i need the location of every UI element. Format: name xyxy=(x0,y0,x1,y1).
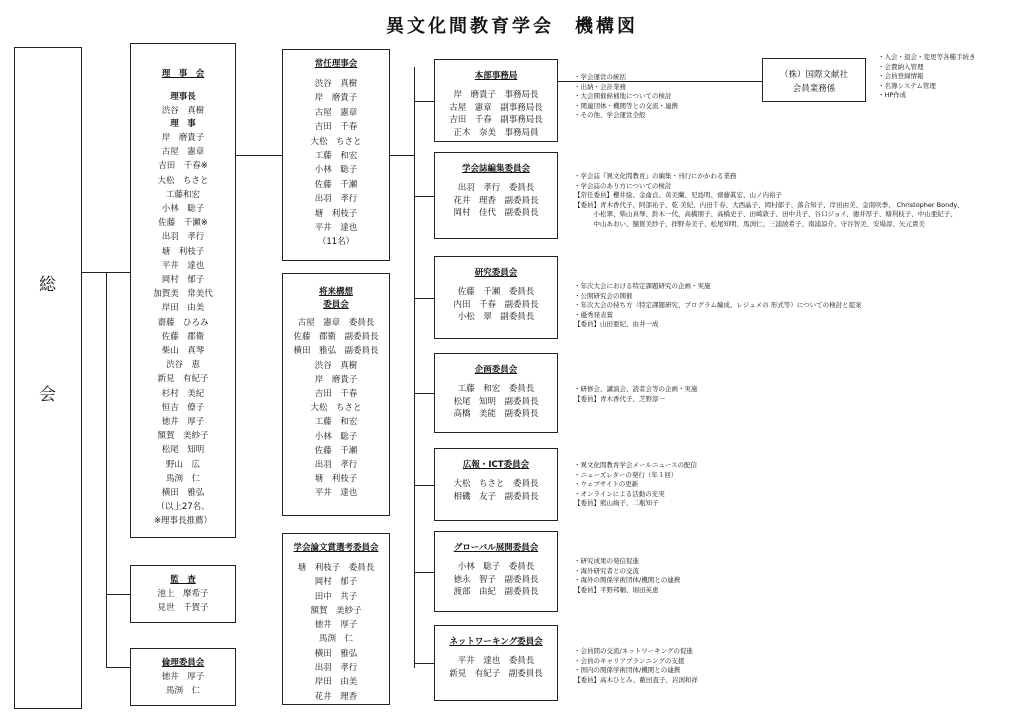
desc-line: ・学会誌『異文化間教育』の編集・刊行にかかわる業務 xyxy=(574,172,737,180)
connector xyxy=(414,393,434,394)
desc-line: ・年次大会の持ち方（特定課題研究、プログラム編成、レジュメの 形式等）についての検討と提案 xyxy=(574,301,862,310)
committee-box xyxy=(434,531,558,612)
committee-member: 岸 磨貴子 事務局長 xyxy=(453,90,539,100)
member-name: 吉田 千春 xyxy=(314,389,358,400)
committee-desc xyxy=(574,461,697,509)
member-name: 新見 有紀子 xyxy=(157,374,209,385)
desc-line: 【常任委員】櫻井絵、金侖貞、黄美蘭、児島明、齋藤眞宏、山ノ内裕子 xyxy=(574,191,782,200)
connector xyxy=(106,667,130,668)
member-name: 池上 摩希子 xyxy=(157,589,209,599)
committee-member: 古屋 憲章 副事務局長 xyxy=(449,102,543,113)
riji-label: 理 事 xyxy=(170,119,196,129)
committee-desc xyxy=(574,172,964,230)
committee-member: 吉田 千春 副事務局長 xyxy=(449,115,543,126)
member-name: 横田 雅弘 xyxy=(161,488,205,499)
ronbunsho-list xyxy=(283,561,389,704)
member-name: 馬渕 仁 xyxy=(318,634,353,645)
desc-line: ・入会・退会・変更等各種手続き xyxy=(878,53,976,61)
desc-line: ・海外研究者との交流 xyxy=(574,566,639,575)
connector xyxy=(106,272,107,668)
desc-line: ・その他、学会運営全般 xyxy=(574,111,646,120)
member-name: 古屋 憲章 委員長 xyxy=(297,318,375,328)
ronbunsho-header: 学会論文賞選考委員会 xyxy=(293,543,379,553)
kansa-header: 監 査 xyxy=(170,575,196,585)
desc-line: ・会費納入管理 xyxy=(878,62,924,71)
committee-box xyxy=(434,59,558,142)
connector xyxy=(106,272,130,273)
connector xyxy=(390,155,414,156)
member-name: 野山 広 xyxy=(165,459,200,470)
committee-member: 大松 ちさと 委員長 xyxy=(453,479,539,489)
member-name: 岡村 郁子 xyxy=(314,577,358,588)
committee-desc xyxy=(574,557,680,595)
committee-member: 花井 理香 副委員長 xyxy=(453,195,539,206)
desc-line: ・会員登録情報 xyxy=(878,72,924,81)
desc-line: 小松翠、柴山真琴、鈴木一代、高橋朋子、高橋史子、田崎敦子、田中共子、谷口ジョイ、徳井厚子、塘利枝子、中山亜紀子、 xyxy=(574,210,957,219)
member-name: 岸 磨貴子 xyxy=(161,133,205,143)
committee-member: 工藤 和宏 委員長 xyxy=(457,384,535,394)
member-name: 横田 雅弘 xyxy=(314,648,358,659)
committee-box xyxy=(434,256,558,339)
committee-member: 新見 有紀子 副委員長 xyxy=(449,668,543,679)
committee-header: 企画委員会 xyxy=(474,365,518,375)
committee-header: 本部事務局 xyxy=(474,71,518,81)
member-name: 岸田 由美 xyxy=(314,677,358,688)
desc-line: ・関連団体・機関等との交流・連携 xyxy=(574,101,678,110)
ronbunsho-box xyxy=(282,533,390,705)
member-name: 平井 達也 xyxy=(314,488,358,499)
member-name: 平井 達也 xyxy=(314,223,358,234)
rijikai-note-1: （以上27名、 xyxy=(156,502,210,513)
member-name: 出羽 孝行 xyxy=(161,232,205,243)
desc-line: 【委員】青木香代子、阿部祐子、乾 美紀、内田千春、大西晶子、岡村郁子、落合知子、岸田由美、金南咲季、 Christopher Bondy、 xyxy=(574,200,964,209)
connector xyxy=(414,101,434,102)
desc-line: ・オンラインによる活動の充実 xyxy=(574,489,665,498)
desc-line: ・公開研究会の開催 xyxy=(574,291,633,300)
committee-member: 出羽 孝行 委員長 xyxy=(457,183,535,193)
member-name: 塘 利枝子 xyxy=(314,474,358,485)
shorai-box xyxy=(282,273,390,516)
desc-line: ・ニューズレターの発行（年１回） xyxy=(574,470,678,479)
committee-desc xyxy=(574,282,862,330)
rijikai-note-2: ※理事長推薦） xyxy=(153,516,213,527)
committee-member: 正木 奈美 事務局員 xyxy=(453,127,539,138)
riji-list xyxy=(131,131,235,500)
desc-line: ・出納・会計業務 xyxy=(574,82,626,91)
member-name: 渋谷 恵 xyxy=(165,360,200,371)
rinri-list xyxy=(131,670,235,698)
member-name: 齋藤 ひろみ xyxy=(157,317,209,328)
committee-header: 広報・ICT委員会 xyxy=(462,460,530,470)
rijikai-header: 理 事 会 xyxy=(161,69,205,79)
joninn-box xyxy=(282,49,390,261)
desc-line: ・HP作成 xyxy=(878,91,907,100)
kansa-box xyxy=(130,565,236,623)
committee-box xyxy=(434,448,558,521)
desc-line: ・名簿システム管理 xyxy=(878,81,936,90)
connector xyxy=(414,196,434,197)
member-name: 工藤 和宏 xyxy=(314,151,358,162)
member-name: 大松 ちさと xyxy=(157,175,209,186)
committee-box xyxy=(434,353,558,433)
member-name: 小林 聡子 xyxy=(161,204,205,215)
rijikai-box xyxy=(130,43,236,538)
member-name: 工藤和宏 xyxy=(165,189,200,200)
desc-line: 【委員】熊山絢子、二瓶知子 xyxy=(574,499,659,508)
member-name: 大松 ちさと xyxy=(310,403,362,414)
member-name: 古屋 憲章 xyxy=(314,107,358,118)
connector xyxy=(414,572,434,573)
desc-line: ・研究成果の発信促進 xyxy=(574,557,639,565)
shorai-header-1: 将来構想 xyxy=(318,287,353,297)
member-name: 佐藤 千瀬 xyxy=(314,445,358,456)
member-name: 塘 利枝子 xyxy=(161,246,205,257)
member-name: 徳井 厚子 xyxy=(161,417,205,428)
desc-line: ・異文化間教育学会メールニュースの配信 xyxy=(574,461,698,469)
committee-member: 小松 翠 副委員長 xyxy=(457,312,535,323)
member-name: 岸 磨貴子 xyxy=(314,374,358,385)
joninn-list xyxy=(283,77,389,250)
kokusai-box xyxy=(762,58,866,102)
committee-member: 徳永 智子 副委員長 xyxy=(453,574,539,585)
desc-line: ・海外の関係学術団体/機関との連携 xyxy=(574,576,681,585)
member-name: 小林 聡子 xyxy=(314,431,358,442)
member-name: 杉村 美紀 xyxy=(161,388,205,399)
desc-line: ・学会運営の統括 xyxy=(574,73,626,81)
desc-line: ・会員間の交流/ネットワーキングの促進 xyxy=(574,647,693,655)
member-name: 佐藤 千瀬※ xyxy=(158,218,208,229)
member-name: 平井 達也 xyxy=(161,260,205,271)
member-name: 花井 理香 xyxy=(314,691,358,702)
committee-member: 松尾 知明 副委員長 xyxy=(453,396,539,407)
member-name: 出羽 孝行 xyxy=(314,460,358,471)
rijicho-label: 理事長 xyxy=(170,92,196,102)
member-name: 岸田 由美 xyxy=(161,303,205,314)
member-name: 吉田 千春※ xyxy=(158,161,208,172)
desc-line: ・会員のキャリアプランニングの支援 xyxy=(574,656,685,665)
committee-member: 小林 聡子 委員長 xyxy=(457,562,535,572)
connector xyxy=(414,663,434,664)
member-name: 塘 利枝子 委員長 xyxy=(297,563,375,573)
connector xyxy=(106,594,130,595)
member-name: 岡村 郁子 xyxy=(161,275,205,286)
member-name: 出羽 孝行 xyxy=(314,194,358,205)
member-name: 額賀 美紗子 xyxy=(157,431,209,442)
desc-line: ・年次大会における特定課題研究の企画・実施 xyxy=(574,282,711,290)
desc-line: 【委員】平野邦輔、堀田英恵 xyxy=(574,585,659,594)
kokusai-line-1: （株）国際文献社 xyxy=(779,70,848,80)
committee-box xyxy=(434,625,558,701)
member-name: 見世 千賀子 xyxy=(157,603,209,613)
desc-line: ・大会開催候補地についての検討 xyxy=(574,92,672,101)
committee-member: 平井 達也 委員長 xyxy=(457,656,535,666)
member-name: 柴山 真琴 xyxy=(161,346,205,357)
kansa-list xyxy=(131,587,235,615)
member-name: 恒吉 僚子 xyxy=(161,402,205,413)
committee-header: グローバル展開委員会 xyxy=(453,543,539,553)
committee-desc xyxy=(574,73,678,121)
committee-header: ネットワーキング委員会 xyxy=(449,637,543,647)
member-name: 塘 利枝子 xyxy=(314,208,358,219)
committee-member: 相磯 友子 副委員長 xyxy=(453,491,539,502)
member-name: 松尾 知明 xyxy=(161,445,205,456)
desc-line: 【委員】山田亜紀、由井一成 xyxy=(574,320,659,329)
member-name: 徳井 厚子 xyxy=(314,620,358,631)
shorai-header-2: 委員会 xyxy=(323,300,349,310)
committee-member: 高橋 美能 副委員長 xyxy=(453,409,539,420)
member-name: 馬渕 仁 xyxy=(165,473,200,484)
committee-desc xyxy=(574,385,698,404)
connector xyxy=(82,272,106,273)
desc-line: 【委員】高木ひとみ、藪田直子、岩渕和祥 xyxy=(574,675,698,684)
kokusai-desc xyxy=(878,53,976,101)
committee-header: 研究委員会 xyxy=(474,268,518,278)
committee-member: 岡村 佳代 副委員長 xyxy=(453,208,539,219)
desc-line: ・ウェブサイトの更新 xyxy=(574,480,639,489)
kokusai-line-2: 会員業務係 xyxy=(792,84,836,94)
member-name: 工藤 和宏 xyxy=(314,417,358,428)
member-name: 吉田 千春 xyxy=(314,122,358,133)
rinri-box xyxy=(130,648,236,706)
member-name: 小林 聡子 xyxy=(314,165,358,176)
desc-line: ・優秀発表賞 xyxy=(574,310,613,319)
member-name: 大松 ちさと xyxy=(310,136,362,147)
member-name: 徳井 厚子 xyxy=(161,672,205,682)
committee-member: 内田 千春 副委員長 xyxy=(453,299,539,310)
member-name: （11名） xyxy=(317,237,355,248)
member-name: 佐藤 郡衛 xyxy=(161,331,205,342)
committee-desc xyxy=(574,647,698,685)
connector xyxy=(236,155,282,156)
shorai-list xyxy=(283,316,389,501)
connector xyxy=(414,67,415,668)
connector xyxy=(414,298,434,299)
committee-member: 渡部 由紀 副委員長 xyxy=(453,587,539,598)
member-name: 田中 共子 xyxy=(314,591,358,602)
desc-line: 【委員】青木香代子、芝野淳一 xyxy=(574,394,665,403)
member-name: 佐藤 千瀬 xyxy=(314,179,358,190)
member-name: 馬渕 仁 xyxy=(165,686,200,696)
member-name: 渋谷 真樹 xyxy=(314,79,358,89)
member-name: 渋谷 真樹 xyxy=(314,360,358,371)
desc-line: ・研修会、講演会、読者会等の企画・実施 xyxy=(574,385,698,393)
member-name: 岸 磨貴子 xyxy=(314,93,358,104)
member-name: 出羽 孝行 xyxy=(314,663,358,674)
sokai-box xyxy=(14,47,82,709)
sokai-char-2: 会 xyxy=(39,385,56,405)
rinri-header: 倫理委員会 xyxy=(161,658,205,668)
committee-box xyxy=(434,152,558,239)
committee-header: 学会誌編集委員会 xyxy=(461,164,530,174)
joninn-header: 常任理事会 xyxy=(314,59,358,69)
member-name: 加賀美 常美代 xyxy=(153,289,213,300)
member-name: 横田 雅弘 副委員長 xyxy=(293,346,379,357)
connector xyxy=(414,485,434,486)
committee-member: 佐藤 千瀬 委員長 xyxy=(457,287,535,297)
sokai-char-1: 総 xyxy=(39,275,56,295)
rijicho-name: 渋谷 真樹 xyxy=(161,106,205,116)
desc-line: ・国内の関係学術団体/機関との連携 xyxy=(574,666,681,675)
member-name: 佐藤 郡衛 副委員長 xyxy=(293,332,379,343)
page-title: 異文化間教育学会 機構図 xyxy=(386,16,638,37)
desc-line: 中山あおい、額賀美紗子、拝野寿美子、松尾知明、馬渕仁、三浦綾希子、南浦涼介、守谷智美、安場淳、矢元貴美 xyxy=(574,219,925,228)
member-name: 額賀 美紗子 xyxy=(310,605,362,616)
desc-line: ・学会誌のあり方についての検討 xyxy=(574,181,672,190)
member-name: 古屋 憲章 xyxy=(161,147,205,158)
